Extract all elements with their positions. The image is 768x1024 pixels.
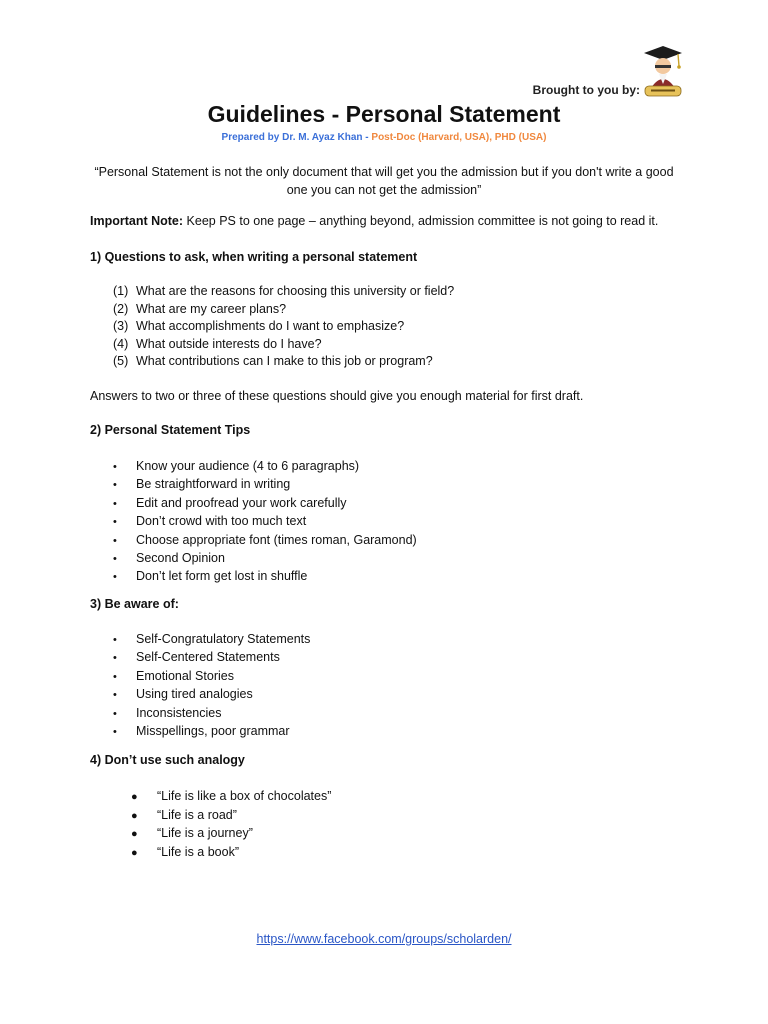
section-2-heading: 2) Personal Statement Tips bbox=[90, 423, 251, 437]
questions-list bbox=[113, 283, 454, 371]
brought-by-label: Brought to you by: bbox=[532, 83, 640, 97]
section-4-heading: 4) Don’t use such analogy bbox=[90, 753, 245, 767]
analogy-list bbox=[131, 788, 331, 862]
list-item: • Self-Congratulatory Statements bbox=[113, 632, 311, 646]
list-item: • Emotional Stories bbox=[113, 668, 234, 683]
list-item: • Be straightforward in writing bbox=[113, 477, 291, 492]
list-item: • Know your audience (4 to 6 paragraphs) bbox=[113, 459, 360, 473]
list-item: (2) What are my career plans? bbox=[113, 301, 287, 316]
list-item: (3) What accomplishments do I want to emphasize? bbox=[113, 319, 405, 334]
list-item: ● “Life is like a box of chocolates” bbox=[131, 789, 332, 803]
important-note-label: Important Note: bbox=[90, 214, 184, 228]
tips-list bbox=[113, 458, 417, 587]
list-item: ● “Life is a road” bbox=[131, 807, 237, 822]
opening-quote: “Personal Statement is not the only document that will get you the admission but if you don't write a good one you can not get the admission” bbox=[94, 165, 674, 197]
list-item: • Inconsistencies bbox=[113, 705, 222, 720]
scholar-den-logo-icon bbox=[642, 44, 684, 100]
section-3-heading: 3) Be aware of: bbox=[90, 597, 179, 611]
byline bbox=[0, 132, 768, 143]
list-item: • Edit and proofread your work carefully bbox=[113, 495, 347, 510]
list-item: (4) What outside interests do I have? bbox=[113, 336, 322, 351]
list-item: • Choose appropriate font (times roman, Garamond) bbox=[113, 532, 417, 547]
list-item: • Self-Centered Statements bbox=[113, 650, 280, 665]
byline-separator: - bbox=[362, 132, 372, 143]
list-item: • Misspellings, poor grammar bbox=[113, 724, 290, 739]
important-note bbox=[90, 214, 658, 228]
list-item: • Don’t let form get lost in shuffle bbox=[113, 569, 308, 584]
author-credentials: Post-Doc (Harvard, USA), PHD (USA) bbox=[371, 132, 547, 143]
answers-paragraph: Answers to two or three of these questions should give you enough material for first draft. bbox=[90, 389, 584, 403]
author-name: Prepared by Dr. M. Ayaz Khan bbox=[221, 132, 363, 143]
list-item: • Don’t crowd with too much text bbox=[113, 514, 307, 529]
list-item: • Using tired analogies bbox=[113, 687, 253, 702]
page-title: Guidelines - Personal Statement bbox=[207, 101, 561, 127]
list-item: (5) What contributions can I make to this job or program? bbox=[113, 354, 433, 369]
list-item: • Second Opinion bbox=[113, 551, 225, 566]
be-aware-list bbox=[113, 631, 310, 741]
section-1-heading: 1) Questions to ask, when writing a personal statement bbox=[90, 250, 418, 264]
list-item: (1) What are the reasons for choosing this university or field? bbox=[113, 284, 455, 298]
facebook-group-link[interactable]: https://www.facebook.com/groups/scholarden/ bbox=[256, 932, 512, 946]
important-note-text: Keep PS to one page – anything beyond, admission committee is not going to read it. bbox=[183, 214, 659, 228]
list-item: ● “Life is a book” bbox=[131, 844, 239, 859]
list-item: ● “Life is a journey” bbox=[131, 826, 253, 841]
